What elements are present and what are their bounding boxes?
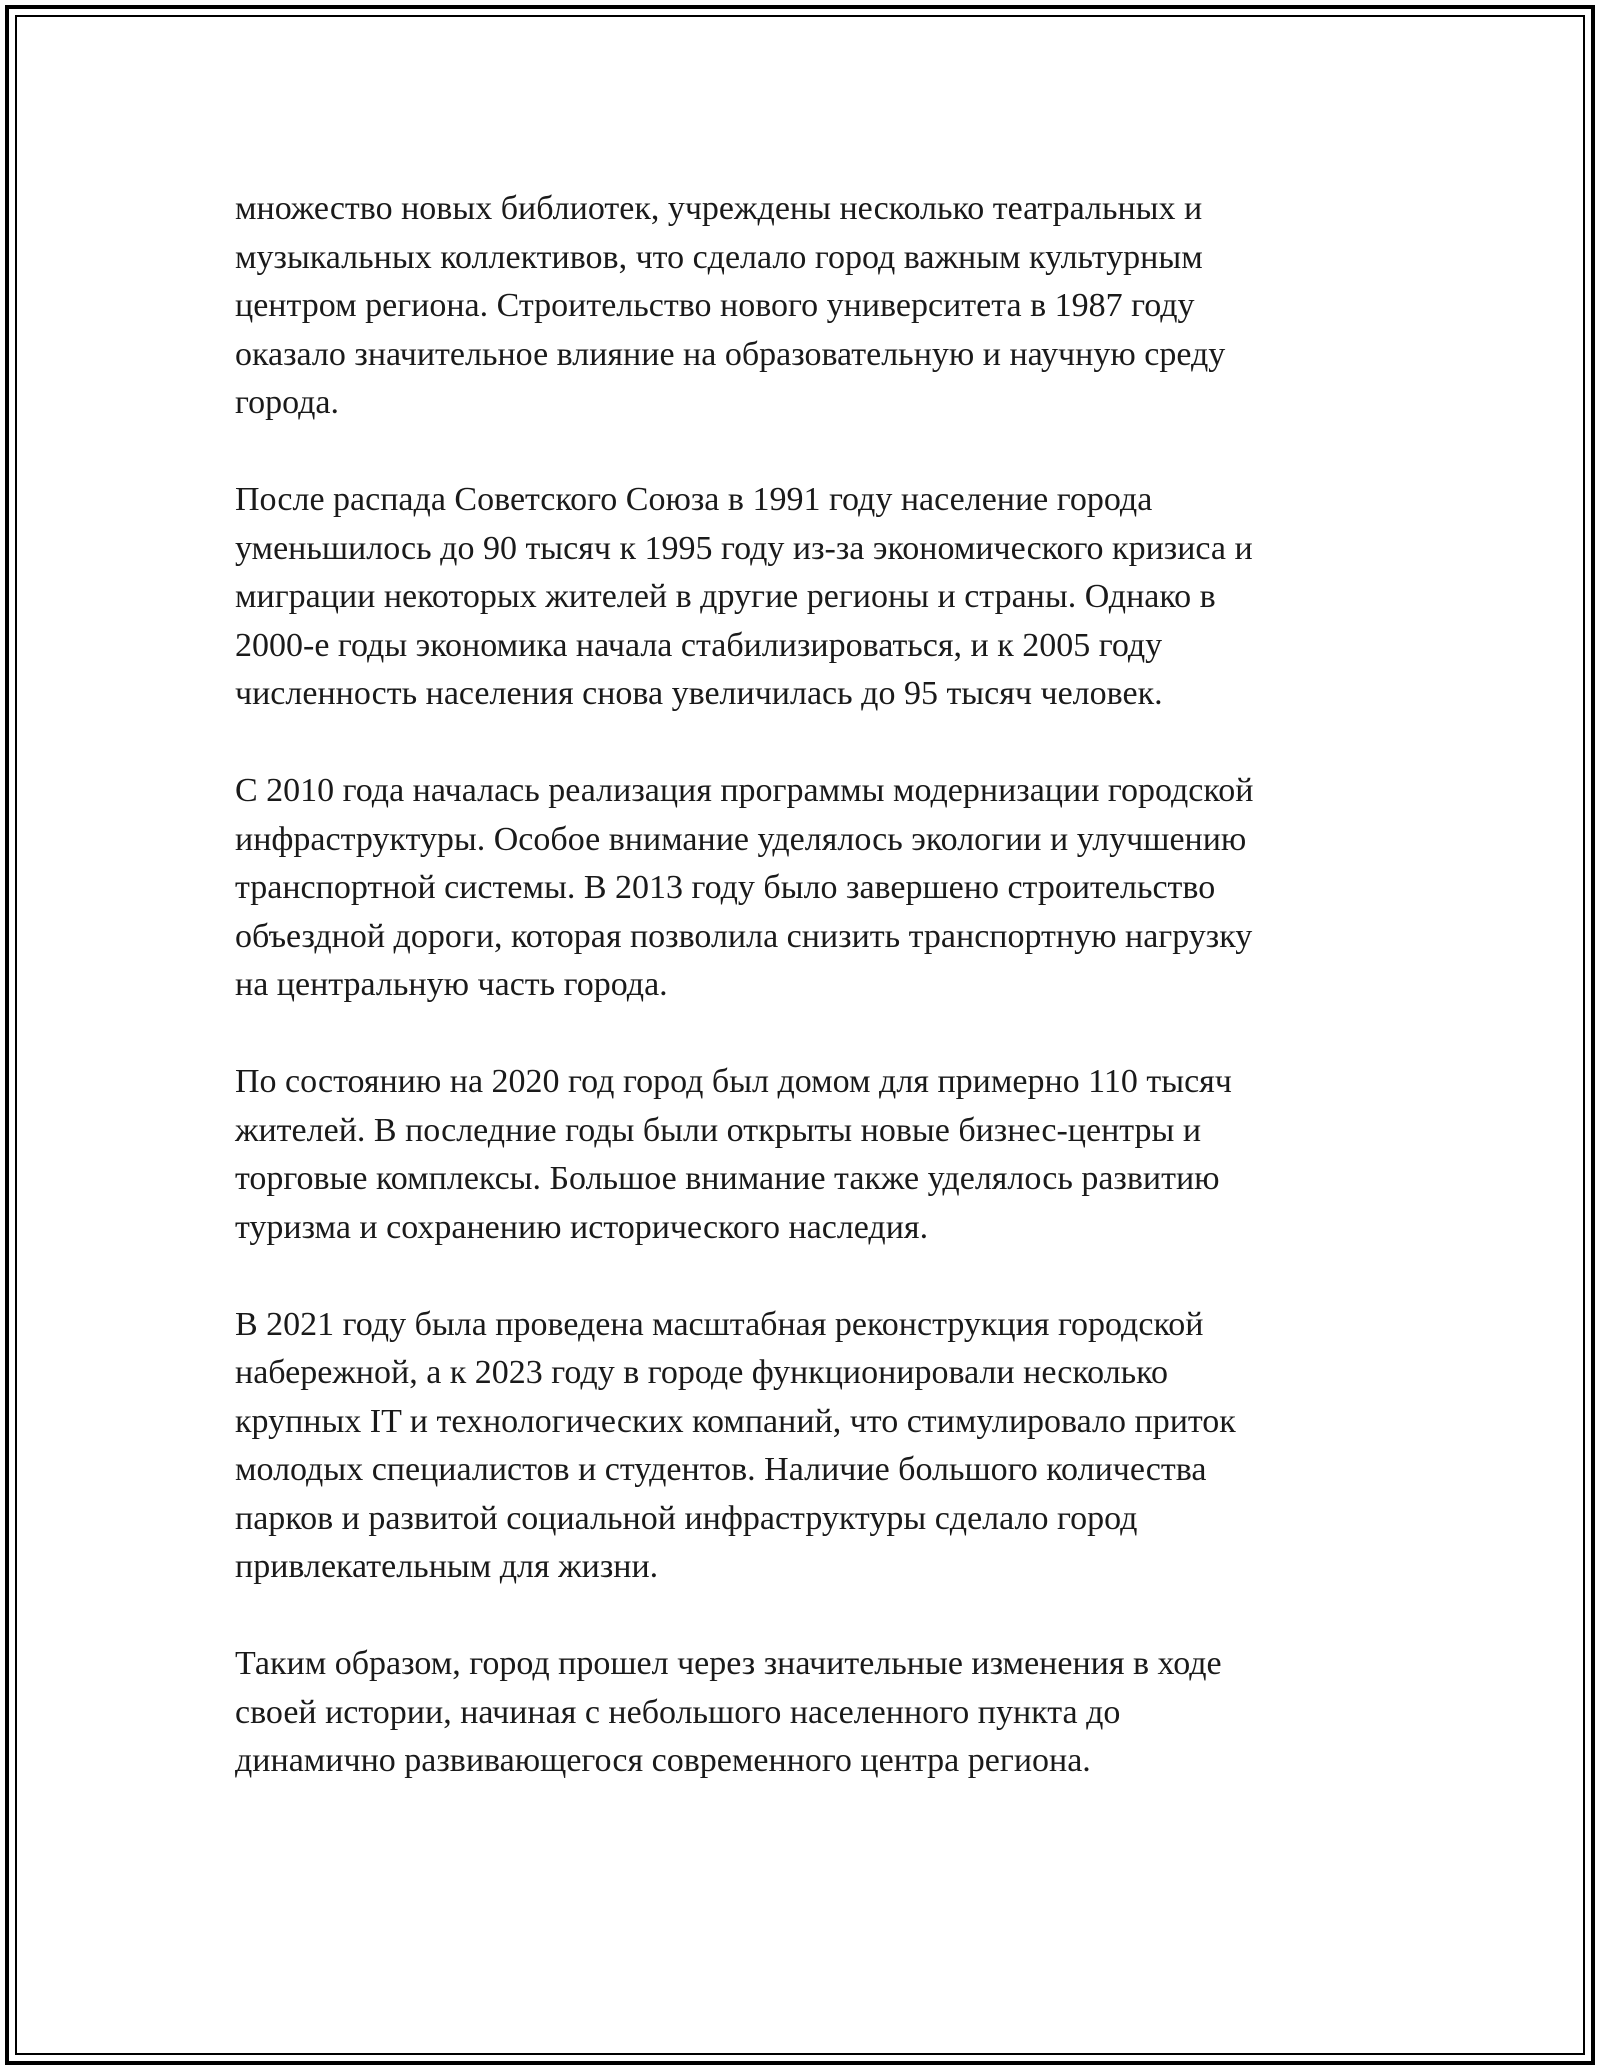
paragraph-2021-2023: В 2021 году была проведена масштабная реконструкция городской набережной, а к 2023 году в городе функционировали несколько крупных IT и технологических компаний, что стимулировало приток молодых специалистов и студентов. Наличие большого количества парков и развитой социальной инфраструктуры сделало город привлекательным для жизни. — [235, 1305, 1236, 1585]
paragraph-conclusion: Таким образом, город прошел через значительные изменения в ходе своей истории, начиная с небольшого населенного пункта до динамично развивающегося современного центра региона. — [235, 1645, 1222, 1779]
paragraph-culture: множество новых библиотек, учреждены несколько театральных и музыкальных коллективов, что сделало город важным культурным центром региона. Строительство нового университета в 1987 году оказало значительное влияние на образовательную и научную среду города. — [235, 190, 1226, 421]
paragraph-post-soviet: После распада Советского Союза в 1991 году население города уменьшилось до 90 тысяч к 1995 году из-за экономического кризиса и миграции некоторых жителей в другие регионы и страны. Однако в 2000-е годы экономика начала стабилизироваться, и к 2005 году численность населения снова увеличилась до 95 тысяч человек. — [235, 481, 1253, 712]
document-body — [235, 185, 1360, 1834]
paragraph-modernization: С 2010 года началась реализация программы модернизации городской инфраструктуры. Особое внимание уделялось экологии и улучшению транспортной системы. В 2013 году было завершено строительство объездной дороги, которая позволила снизить транспортную нагрузку на центральную часть города. — [235, 772, 1254, 1003]
paragraph-2020: По состоянию на 2020 год город был домом для примерно 110 тысяч жителей. В последние годы были открыты новые бизнес-центры и торговые комплексы. Большое внимание также уделялось развитию туризма и сохранению исторического наследия. — [235, 1063, 1232, 1246]
